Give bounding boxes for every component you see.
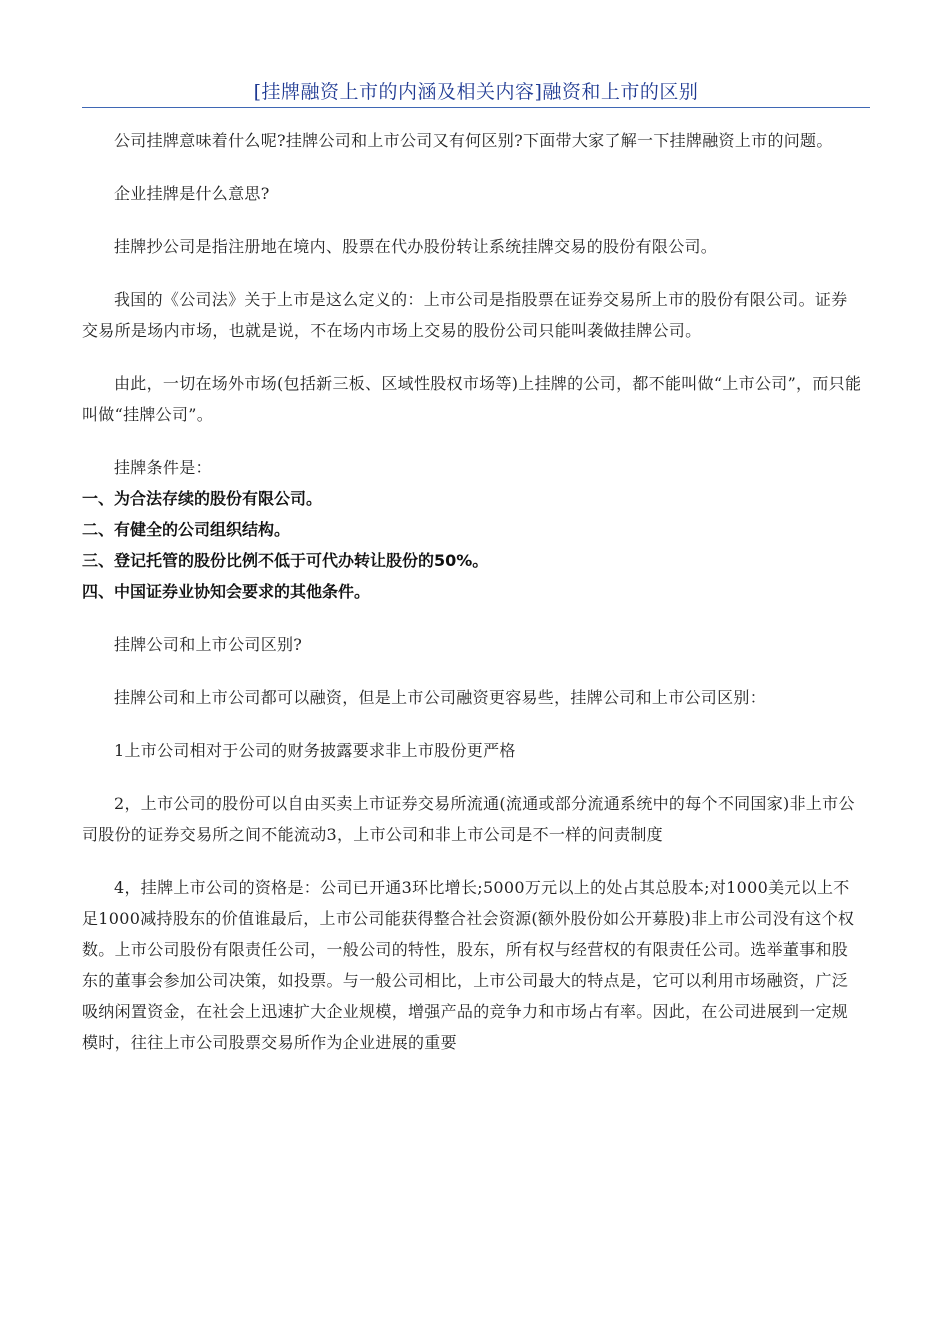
paragraph-intro: 公司挂牌意味着什么呢?挂牌公司和上市公司又有何区别?下面带大家了解一下挂牌融资上市的问题。 [114,131,833,150]
condition-item: 一、为合法存续的股份有限公司。 [82,489,323,508]
paragraph-difference-2: 2，上市公司的股份可以自由买卖上市证券交易所流通(流通或部分流通系统中的每个不同国家)非上市公司股份的证券交易所之间不能流动3，上市公司和非上市公司是不一样的问责制度 [82,794,855,844]
document-body [82,125,862,1058]
condition-item: 四、中国证券业协知会要求的其他条件。 [82,582,371,601]
paragraph-difference-intro: 挂牌公司和上市公司都可以融资，但是上市公司融资更容易些，挂牌公司和上市公司区别： [114,688,767,707]
page-title: [挂牌融资上市的内涵及相关内容]融资和上市的区别 [253,81,699,103]
paragraph-otc: 由此，一切在场外市场(包括新三板、区域性股权市场等)上挂牌的公司，都不能叫做“上市公司”，而只能叫做“挂牌公司”。 [82,374,862,424]
header-divider [82,107,870,108]
paragraph-listing-definition: 挂牌抄公司是指注册地在境内、股票在代办股份转让系统挂牌交易的股份有限公司。 [114,237,718,256]
paragraph-question-listing: 企业挂牌是什么意思? [114,184,270,203]
paragraph-difference-question: 挂牌公司和上市公司区别? [114,635,303,654]
condition-item: 三、登记托管的股份比例不低于可代办转让股份的50%。 [82,551,489,570]
paragraph-conditions-heading: 挂牌条件是： [114,458,212,477]
condition-item: 二、有健全的公司组织结构。 [82,520,291,539]
paragraph-difference-4: 4，挂牌上市公司的资格是：公司已开通3环比增长;5000万元以上的处占其总股本;对1000美元以上不足1000减持股东的价值谁最后，上市公司能获得整合社会资源(额外股份如公开募股)非上市公司没有这个权数。上市公司股份有限责任公司，一般公司的特性，股东，所有权与经营权的有限责任公司。选举董事和股东的董事会参加公司决策，如投票。与一般公司相比，上市公司最大的特点是，它可以利用市场融资，广泛吸纳闲置资金，在社会上迅速扩大企业规模，增强产品的竞争力和市场占有率。因此，在公司进展到一定规模时，往往上市公司股票交易所作为企业进展的重要 [82,878,855,1052]
paragraph-difference-1: 1上市公司相对于公司的财务披露要求非上市股份更严格 [114,741,516,760]
paragraph-company-law: 我国的《公司法》关于上市是这么定义的：上市公司是指股票在证券交易所上市的股份有限公司。证券交易所是场内市场，也就是说，不在场内市场上交易的股份公司只能叫袭做挂牌公司。 [82,290,848,340]
